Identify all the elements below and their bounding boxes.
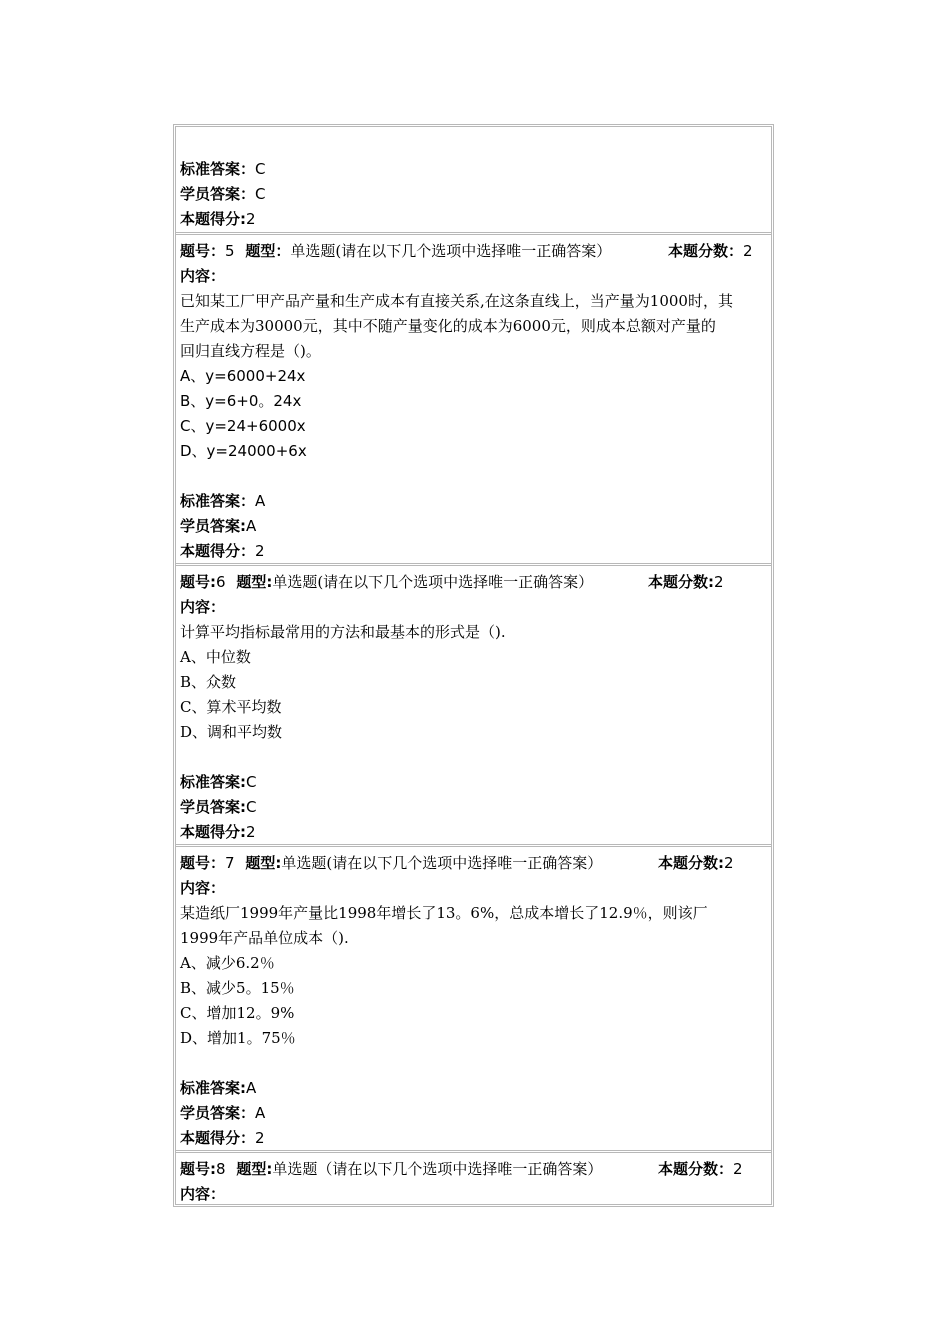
q5-score: 本题分数：2 <box>668 242 753 260</box>
question-7-block <box>176 844 771 1152</box>
question-8-block <box>176 1150 771 1207</box>
q7-content-line: 某造纸厂1999年产量比1998年增长了13。6%，总成本增长了12.9％，则该厂 <box>180 904 708 922</box>
q5-standard-answer: 标准答案：A <box>180 492 266 510</box>
q7-option-b: B、减少5。15％ <box>180 979 295 997</box>
q7-header: 题号：7 题型:单选题(请在以下几个选项中选择唯一正确答案） <box>180 854 603 872</box>
q5-content-label: 内容： <box>180 267 226 285</box>
q7-student-answer: 学员答案：A <box>180 1104 266 1122</box>
q8-header: 题号:8 题型:单选题（请在以下几个选项中选择唯一正确答案） <box>180 1160 603 1178</box>
q5-option-a: A、y=6000+24x <box>180 367 306 385</box>
q6-option-b: B、众数 <box>180 673 237 691</box>
q5-content-line: 已知某工厂甲产品产量和生产成本有直接关系,在这条直线上，当产量为1000时，其 <box>180 292 733 310</box>
question-5-block <box>176 232 771 565</box>
q5-option-c: C、y=24+6000x <box>180 417 306 435</box>
q6-option-c: C、算术平均数 <box>180 698 282 716</box>
q7-score-got: 本题得分：2 <box>180 1129 265 1147</box>
q6-header: 题号:6 题型:单选题(请在以下几个选项中选择唯一正确答案） <box>180 573 594 591</box>
q5-header: 题号：5 题型：单选题(请在以下几个选项中选择唯一正确答案） <box>180 242 612 260</box>
q4-score-got: 本题得分:2 <box>180 210 256 228</box>
question-list-frame <box>173 124 774 1207</box>
q6-score: 本题分数:2 <box>648 573 724 591</box>
q5-option-d: D、y=24000+6x <box>180 442 307 460</box>
question-6-block <box>176 563 771 846</box>
q6-standard-answer: 标准答案:C <box>180 773 257 791</box>
q7-score: 本题分数:2 <box>658 854 734 872</box>
q6-content-label: 内容： <box>180 598 226 616</box>
q4-student-answer: 学员答案：C <box>180 185 266 203</box>
q5-score-got: 本题得分：2 <box>180 542 265 560</box>
q7-option-c: C、增加12。9% <box>180 1004 295 1022</box>
q6-student-answer: 学员答案:C <box>180 798 257 816</box>
q4-standard-answer: 标准答案：C <box>180 160 266 178</box>
q5-content-line: 回归直线方程是（)。 <box>180 342 321 360</box>
q6-score-got: 本题得分:2 <box>180 823 256 841</box>
q5-student-answer: 学员答案:A <box>180 517 257 535</box>
q7-option-d: D、增加1。75％ <box>180 1029 296 1047</box>
q7-content-label: 内容： <box>180 879 226 897</box>
q7-content-line: 1999年产品单位成本（). <box>180 929 349 947</box>
q7-standard-answer: 标准答案:A <box>180 1079 257 1097</box>
q6-option-a: A、中位数 <box>180 648 251 666</box>
q6-option-d: D、调和平均数 <box>180 723 283 741</box>
q7-option-a: A、减少6.2％ <box>180 954 275 972</box>
q6-content-line: 计算平均指标最常用的方法和最基本的形式是（). <box>180 623 506 641</box>
q5-content-line: 生产成本为30000元，其中不随产量变化的成本为6000元，则成本总额对产量的 <box>180 317 716 335</box>
q5-option-b: B、y=6+0。24x <box>180 392 302 410</box>
q8-content-label: 内容： <box>180 1185 226 1203</box>
q8-score: 本题分数：2 <box>658 1160 743 1178</box>
